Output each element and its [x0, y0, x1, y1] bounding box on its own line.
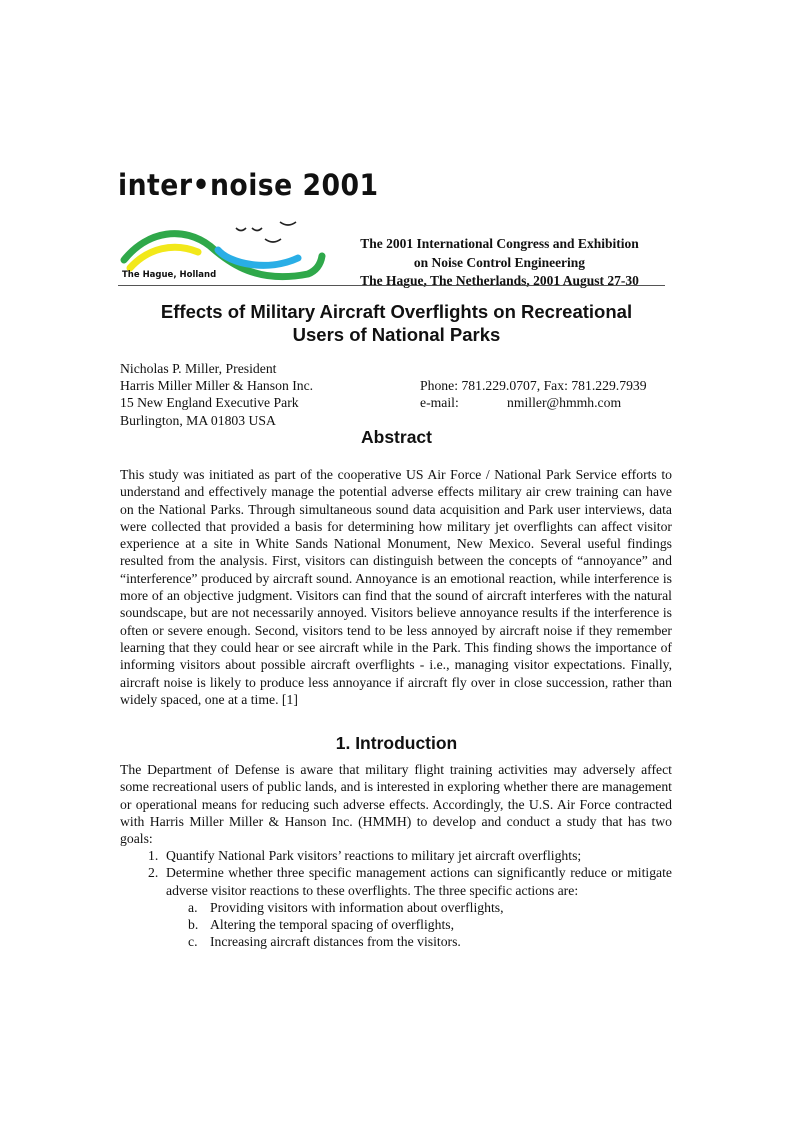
goals-list — [120, 847, 672, 951]
action-text: Increasing aircraft distances from the visitors. — [210, 934, 461, 950]
goal-text: Determine whether three specific management actions can significantly reduce or mitigate adverse visitor reactions to these overflights. The three specific actions are: — [166, 865, 672, 898]
logo-caption: The Hague, Holland — [122, 270, 217, 280]
conference-line-3: The Hague, The Netherlands, 2001 August 27-30 — [360, 273, 639, 288]
author-email-row — [420, 394, 622, 411]
author-address: 15 New England Executive Park — [120, 395, 299, 411]
conference-logo — [118, 168, 379, 286]
action-letter: c. — [188, 934, 198, 950]
email-link[interactable]: nmiller@hmmh.com — [507, 395, 622, 411]
actions-list — [166, 899, 672, 951]
title-line-2: Users of National Parks — [292, 324, 501, 345]
author-company: Harris Miller Miller & Hanson Inc. — [120, 378, 314, 394]
list-item — [166, 899, 672, 916]
smile-mark-1 — [236, 228, 246, 231]
action-text: Providing visitors with information about overflights, — [210, 899, 504, 915]
list-item — [120, 864, 672, 950]
conference-line-1: The 2001 International Congress and Exhibition — [360, 236, 639, 251]
action-text: Altering the temporal spacing of overflights, — [210, 917, 455, 933]
action-letter: a. — [188, 899, 198, 915]
logo-title: inter•noise 2001 — [118, 168, 379, 202]
abstract-heading: Abstract — [361, 427, 432, 447]
smile-mark-2 — [252, 228, 262, 231]
author-city: Burlington, MA 01803 USA — [120, 412, 276, 428]
list-item — [120, 847, 672, 864]
action-letter: b. — [188, 917, 199, 933]
yellow-wave — [130, 247, 198, 268]
smile-mark-4 — [265, 239, 281, 242]
email-label: e-mail: — [420, 395, 459, 411]
introduction-heading: 1. Introduction — [335, 733, 458, 753]
conference-info — [333, 235, 666, 291]
title-line-1: Effects of Military Aircraft Overflights on Recreational — [160, 301, 633, 322]
header-divider — [118, 285, 665, 286]
abstract-text: This study was initiated as part of the cooperative US Air Force / National Park Service efforts to understand and effectively manage the potential adverse effects military air crew training can have on the National Parks. Through simultaneous sound data acquisition and Park user interviews, data were collected that provided a basis for determining how military jet overflights can affect visitor experience at a site in White Sands National Monument, New Mexico. Several useful findings resulted from the analysis. First, visitors can distinguish between the concepts of “annoyance” and “interference” produced by aircraft sound. Annoyance is an emotional reaction, while interference is more of an objective judgment. Visitors can find that the sound of aircraft interferes with the natural soundscape, but are not necessarily annoyed. Visitors believe annoyance results if the interference is often or severe enough. Second, visitors tend to be less annoyed by aircraft noise if they remember learning that they could hear or see aircraft while in the Park. This finding shows the importance of informing visitors about possible aircraft overflights - i.e., managing visitor expectations. Finally, aircraft noise is likely to produce less annoyance if aircraft fly over in close succession, rather than widely spaced, one at a time. [1] — [120, 467, 672, 707]
author-phone: Phone: 781.229.0707, Fax: 781.229.7939 — [420, 378, 647, 394]
paper-title — [118, 300, 675, 346]
introduction-text: The Department of Defense is aware that military flight training activities may adversely affect some recreational users of public lands, and is interested in exploring whether there are management or operational means for reducing such adverse effects. Accordingly, the U.S. Air Force contracted with Harris Miller Miller & Hanson Inc. (HMMH) to develop and conduct a study that has two goals: — [120, 762, 672, 847]
goal-number: 1. — [148, 848, 159, 863]
conference-line-2: on Noise Control Engineering — [413, 254, 586, 270]
author-name: Nicholas P. Miller, President — [120, 361, 277, 376]
list-item — [166, 933, 672, 950]
author-block — [120, 360, 680, 429]
goal-text: Quantify National Park visitors’ reactions to military jet aircraft overflights; — [166, 848, 582, 863]
goal-number: 2. — [148, 865, 159, 881]
list-item — [166, 916, 672, 933]
smile-mark-3 — [280, 222, 296, 225]
